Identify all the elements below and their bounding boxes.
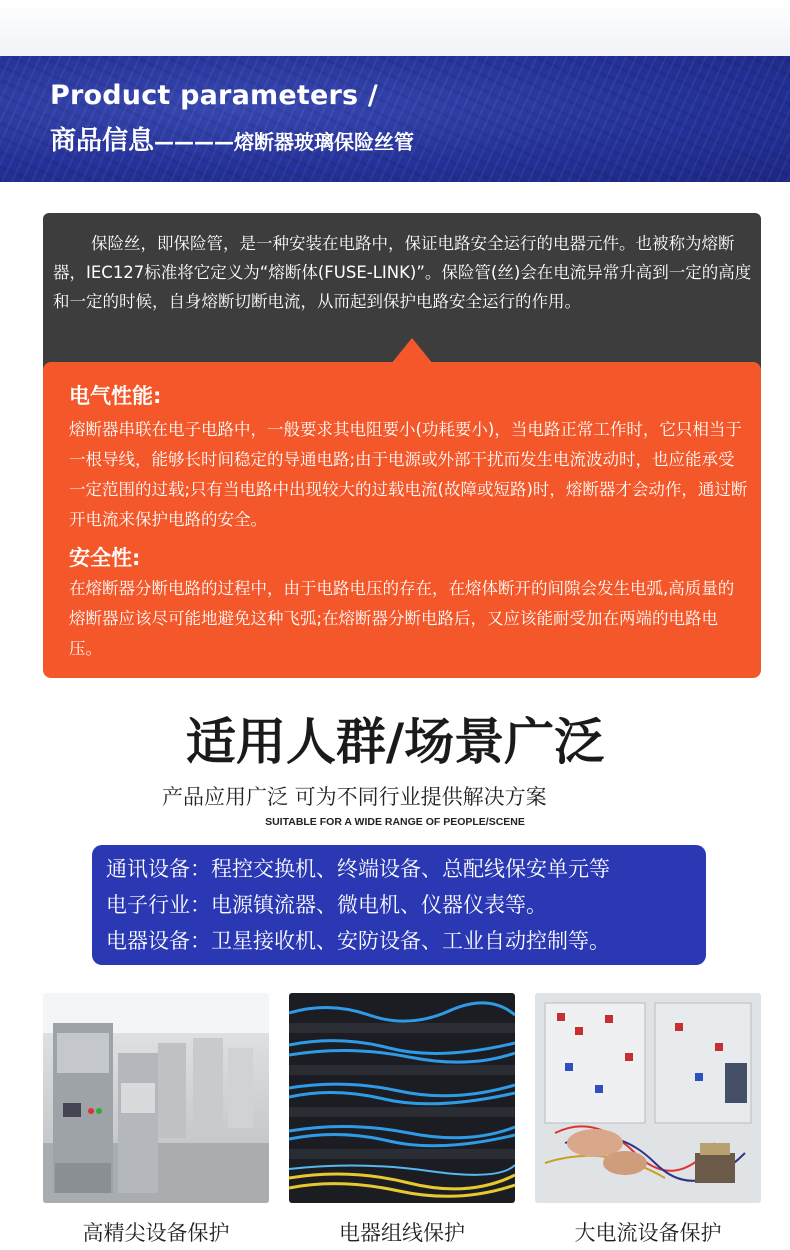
- title-en: Product parameters /: [50, 80, 378, 111]
- scenes-subtitle: 产品应用广泛 可为不同行业提供解决方案: [162, 785, 547, 809]
- electrical-heading: 电气性能:: [69, 384, 162, 408]
- scenes-title: 适用人群/场景广泛: [185, 713, 605, 771]
- intro-text: 保险丝，即保险管，是一种安装在电路中，保证电路安全运行的电器元件。也被称为熔断器，IEC127标准将它定义为“熔断体(FUSE-LINK)”。保险管(丝)会在电流异常升高到一定的高度和一定的时候，自身熔断切断电流，从而起到保护电路安全运行的作用。: [53, 234, 752, 311]
- factory-machines-photo: [43, 993, 269, 1203]
- wiring-panel-photo: [535, 993, 761, 1203]
- title-product: 熔断器玻璃保险丝管: [234, 130, 415, 154]
- electrical-text: 熔断器串联在电子电路中，一般要求其电阻要小(功耗要小)，当电路正常工作时，它只相当于一根导线，能够长时间稳定的导通电路;由于电源或外部干扰而发生电流波动时，也应能承受一定范围的过载;只有当电路中出现较大的过载电流(故障或短路)时，熔断器才会动作，通过断开电流来保护电路的安全。: [69, 420, 748, 529]
- title-dash: ————: [154, 130, 235, 154]
- safety-text: 在熔断器分断电路的过程中，由于电路电压的存在，在熔体断开的间隙会发生电弧,高质量的熔断器应该尽可能地避免这种飞弧;在熔断器分断电路后，又应该能耐受加在两端的电路电压。: [69, 579, 735, 658]
- header-banner: [0, 56, 790, 182]
- application-item: 电子行业：电源镇流器、微电机、仪器仪表等。: [106, 893, 547, 917]
- applications-box: [92, 845, 706, 965]
- photo-caption: 大电流设备保护: [574, 1221, 722, 1245]
- callout-pointer: [378, 338, 446, 380]
- title-cn-main: 商品信息: [50, 126, 155, 156]
- photo-caption: 高精尖设备保护: [82, 1221, 230, 1245]
- top-strip: [0, 0, 790, 56]
- network-cables-photo: [289, 993, 515, 1203]
- safety-heading: 安全性:: [69, 546, 141, 570]
- title-cn: [50, 120, 414, 157]
- photo-caption: 电器组线保护: [339, 1221, 465, 1245]
- application-item: 电器设备：卫星接收机、安防设备、工业自动控制等。: [106, 929, 610, 953]
- application-item: 通讯设备：程控交换机、终端设备、总配线保安单元等: [106, 857, 610, 881]
- scenes-subtitle-en: SUITABLE FOR A WIDE RANGE OF PEOPLE/SCENE: [265, 816, 525, 828]
- performance-card: [43, 362, 761, 678]
